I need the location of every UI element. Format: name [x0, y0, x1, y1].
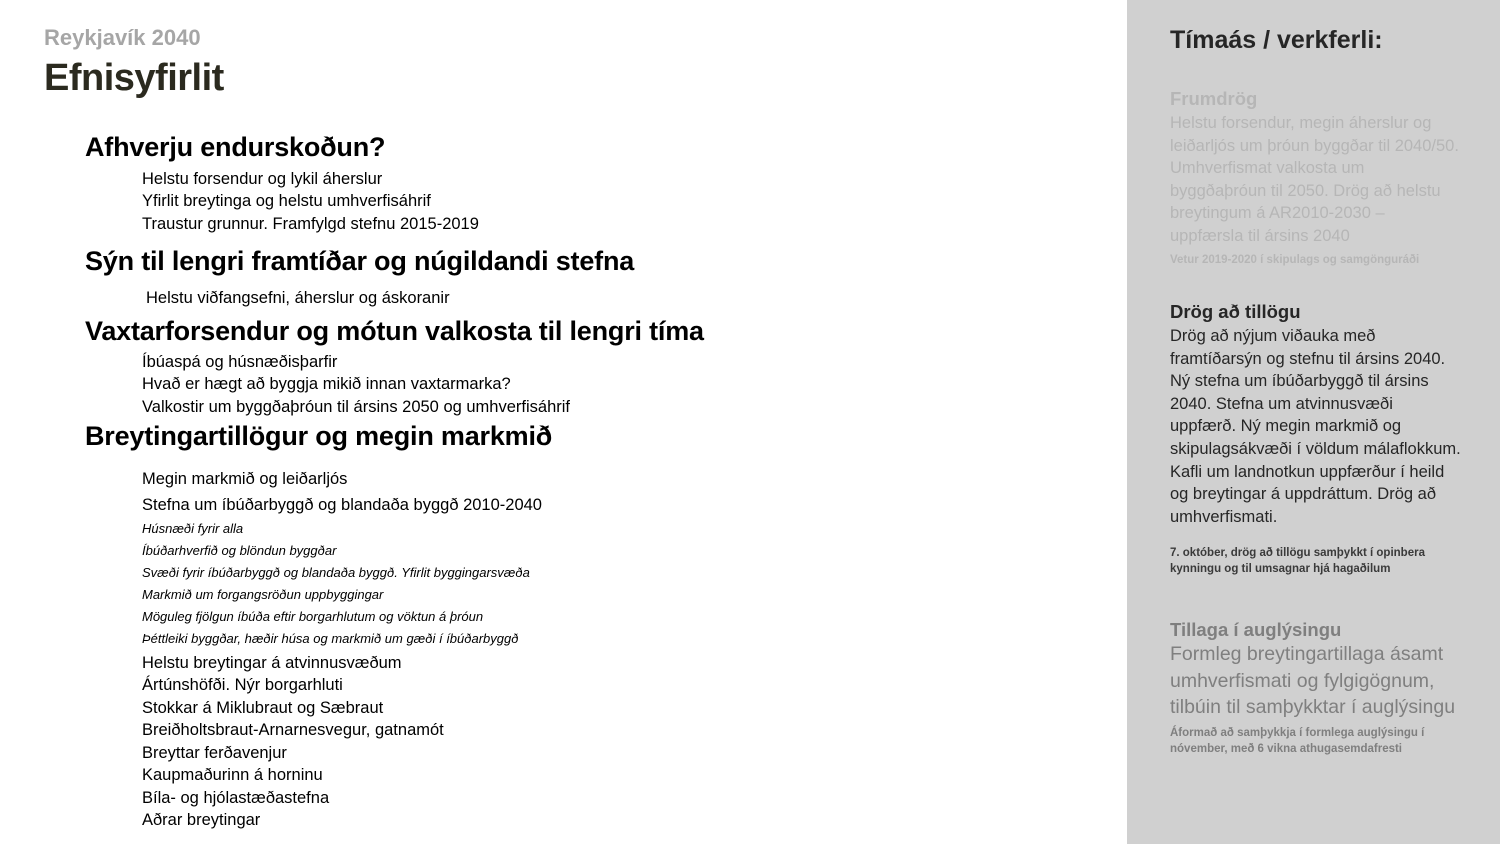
- toc-section-title: Afhverju endurskoðun?: [85, 132, 386, 162]
- timeline-phase-tillaga-i-auglysingu: [1170, 619, 1462, 757]
- toc-item: Stefna um íbúðarbyggð og blandaða byggð 2010-2040: [142, 496, 542, 514]
- toc-item: Traustur grunnur. Framfylgd stefnu 2015-2019: [142, 215, 479, 233]
- phase-note: 7. október, drög að tillögu samþykkt í opinbera kynningu og til umsagnar hjá hagaðilum: [1170, 547, 1425, 576]
- toc-section-title: Sýn til lengri framtíðar og núgildandi stefna: [85, 246, 635, 276]
- phase-description: Drög að nýjum viðauka með framtíðarsýn og stefnu til ársins 2040. Ný stefna um íbúðarbyggð til ársins 2040. Stefna um atvinnusvæði uppfærð. Ný megin markmið og skipulagsákvæði í völdum málaflokkum. Kafli um landnotkun uppfærður í heild og breytingar á uppdráttum. Drög að umhverfismati.: [1170, 327, 1461, 526]
- page-title: Efnisyfirlit: [44, 57, 224, 99]
- toc-subitem: Svæði fyrir íbúðarbyggð og blandaða byggð. Yfirlit byggingarsvæða: [142, 565, 530, 580]
- toc-item: Helstu breytingar á atvinnusvæðum: [142, 654, 402, 672]
- toc-subitem: Þéttleiki byggðar, hæðir húsa og markmið um gæði í íbúðarbyggð: [142, 631, 519, 646]
- toc-item: Hvað er hægt að byggja mikið innan vaxtarmarka?: [142, 375, 511, 393]
- phase-description: Helstu forsendur, megin áherslur og leiðarljós um þróun byggðar til 2040/50. Umhverfismat valkosta um byggðaþróun til 2050. Drög að helstu breytingum á AR2010-2030 – uppfærsla til ársins 2040: [1170, 114, 1459, 245]
- phase-description: Formleg breytingartillaga ásamt umhverfismati og fylgigögnum, tilbúin til samþykktar í auglýsingu: [1170, 643, 1456, 718]
- toc-item: Helstu viðfangsefni, áherslur og áskoranir: [146, 289, 450, 307]
- toc-item: Kaupmaðurinn á horninu: [142, 766, 323, 784]
- toc-subitem: Markmið um forgangsröðun uppbyggingar: [142, 587, 384, 602]
- toc-section-title: Breytingartillögur og megin markmið: [85, 421, 553, 451]
- timeline-sidebar: [1127, 0, 1500, 844]
- toc-item: Valkostir um byggðaþróun til ársins 2050 og umhverfisáhrif: [142, 398, 570, 416]
- toc-item: Megin markmið og leiðarljós: [142, 470, 348, 488]
- sidebar-title: Tímaás / verkferli:: [1170, 26, 1383, 54]
- timeline-phase-frumdrog: [1170, 88, 1462, 268]
- toc-item: Helstu forsendur og lykil áherslur: [142, 170, 383, 188]
- toc-subitem: Möguleg fjölgun íbúða eftir borgarhlutum og vöktun á þróun: [142, 609, 484, 624]
- toc-item: Stokkar á Miklubraut og Sæbraut: [142, 699, 384, 717]
- timeline-phase-drog-ad-tillogu: [1170, 301, 1462, 577]
- toc-item: Íbúaspá og húsnæðisþarfir: [142, 353, 338, 371]
- toc-item: Aðrar breytingar: [142, 811, 261, 829]
- toc-item: Breyttar ferðavenjur: [142, 744, 287, 762]
- page-supertitle: Reykjavík 2040: [44, 25, 201, 50]
- phase-note: Áformað að samþykkja í formlega auglýsingu í nóvember, með 6 vikna athugasemdafresti: [1170, 726, 1425, 755]
- phase-heading: Frumdrög: [1170, 88, 1258, 109]
- phase-heading: Tillaga í auglýsingu: [1170, 619, 1342, 640]
- toc-item: Breiðholtsbraut-Arnarnesvegur, gatnamót: [142, 721, 444, 739]
- phase-heading: Drög að tillögu: [1170, 301, 1301, 322]
- toc-subitem: Húsnæði fyrir alla: [142, 521, 244, 536]
- toc-section-title: Vaxtarforsendur og mótun valkosta til lengri tíma: [85, 316, 704, 346]
- phase-note: Vetur 2019-2020 í skipulags og samgönguráði: [1170, 253, 1420, 266]
- toc-item: Ártúnshöfði. Nýr borgarhluti: [142, 676, 343, 694]
- toc-subitem: Íbúðarhverfið og blöndun byggðar: [142, 543, 337, 558]
- toc-item: Bíla- og hjólastæðastefna: [142, 789, 330, 807]
- toc-item: Yfirlit breytinga og helstu umhverfisáhrif: [142, 192, 431, 210]
